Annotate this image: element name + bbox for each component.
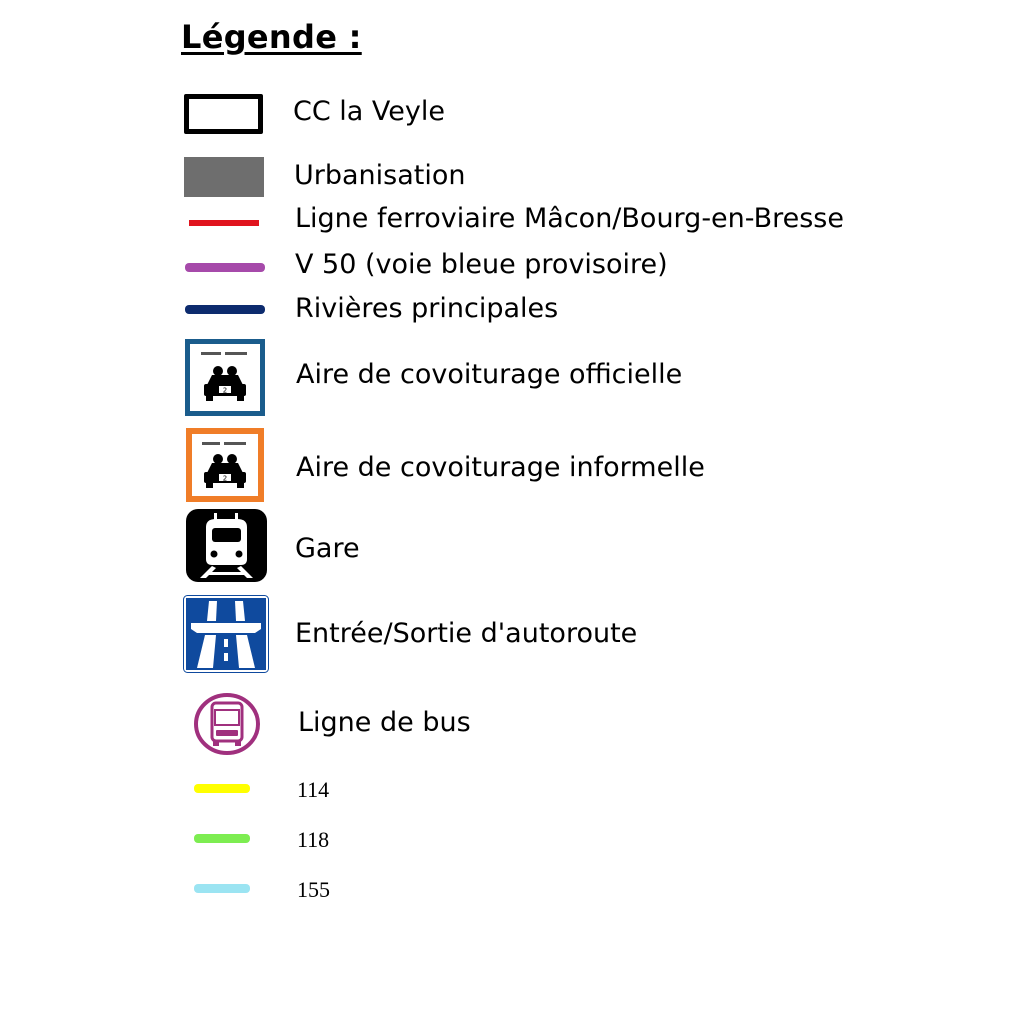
v50-line-symbol <box>185 263 265 272</box>
legend-label-highway: Entrée/Sortie d'autoroute <box>295 618 638 649</box>
bus-line-114-label: 114 <box>297 777 330 802</box>
svg-text:2: 2 <box>222 474 228 483</box>
bus-icon <box>193 692 261 756</box>
bus-line-114-symbol <box>194 784 250 793</box>
legend-label-carpool-informal: Aire de covoiturage informelle <box>296 452 705 483</box>
river-line-symbol <box>185 305 265 314</box>
legend-label-bus: Ligne de bus <box>298 707 471 738</box>
legend-label-cc-la-veyle: CC la Veyle <box>293 96 445 127</box>
svg-text:2: 2 <box>222 386 228 395</box>
legend-label-rivers: Rivières principales <box>295 293 559 324</box>
legend-label-railway: Ligne ferroviaire Mâcon/Bourg-en-Bresse <box>295 203 844 234</box>
carpool-informal-icon <box>186 428 264 502</box>
cc-boundary-symbol <box>184 94 263 134</box>
legend-label-urbanisation: Urbanisation <box>294 160 466 191</box>
legend-title: Légende : <box>181 18 362 56</box>
highway-icon <box>183 595 269 673</box>
bus-line-155-symbol <box>194 884 250 893</box>
railway-line-symbol <box>189 220 259 226</box>
bus-line-155-label: 155 <box>297 877 330 902</box>
bus-line-118-symbol <box>194 834 250 843</box>
carpool-official-icon <box>185 339 265 416</box>
legend-label-v50: V 50 (voie bleue provisoire) <box>295 249 668 280</box>
train-icon <box>186 509 267 582</box>
bus-line-118-label: 118 <box>297 827 330 852</box>
legend-label-carpool-official: Aire de covoiturage officielle <box>296 359 683 390</box>
urbanisation-symbol <box>184 157 264 197</box>
legend-label-gare: Gare <box>295 533 360 564</box>
